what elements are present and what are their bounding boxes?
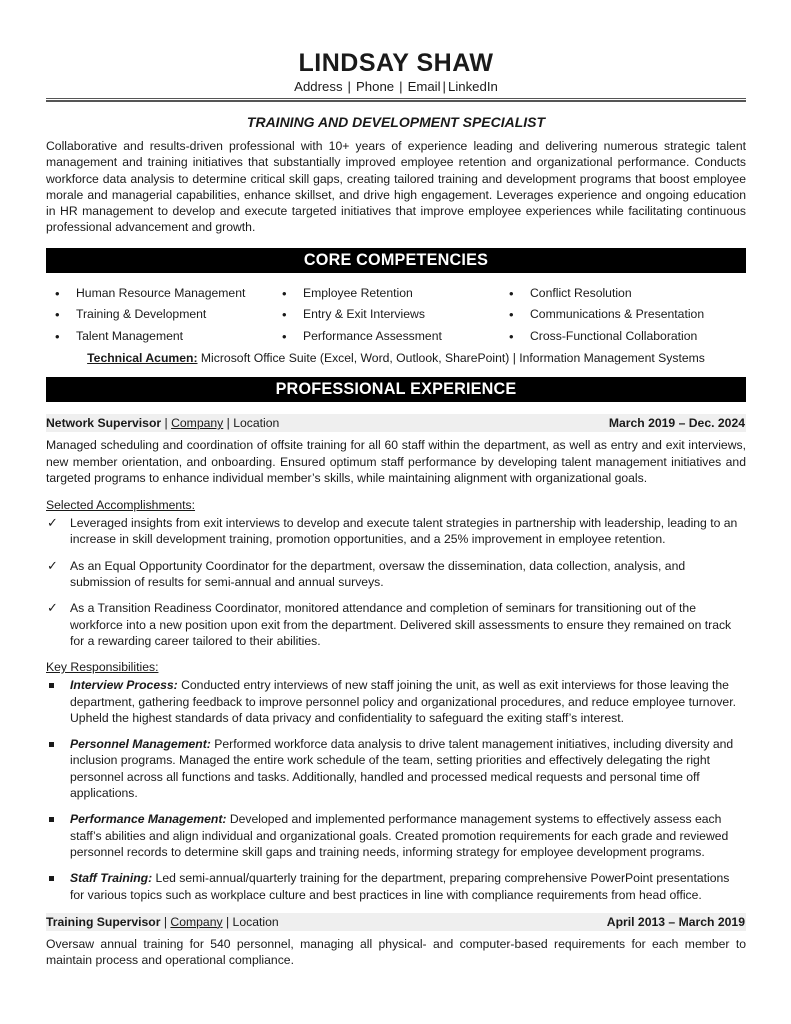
responsibility-item <box>46 870 746 903</box>
responsibility-item <box>46 811 746 860</box>
competencies-column <box>506 285 746 350</box>
job-dates: April 2013 – March 2019 <box>606 914 745 929</box>
contact-phone: Phone <box>355 79 395 94</box>
contact-separator: | <box>442 79 446 94</box>
candidate-name: LINDSAY SHAW <box>298 49 494 77</box>
core-competencies-heading: CORE COMPETENCIES <box>46 248 746 273</box>
square-bullet-icon <box>49 742 54 747</box>
job-header-left <box>46 913 279 931</box>
resume-page <box>46 0 746 968</box>
square-bullet-icon <box>49 876 54 881</box>
responsibility-lead: Interview Process: <box>70 678 178 693</box>
job-header-left <box>46 414 279 432</box>
responsibility-text: Performed workforce data analysis to drive talent management initiatives, including diversity and inclusion programs. Managed the entire work schedule of the team, setting priorities and effectively delegating the right personnel across all functions and tasks. Additionally, handled and processed medical requests and personal time off applications. <box>70 737 734 801</box>
competency-item: • Human Resource Management <box>52 285 279 307</box>
contact-line <box>46 79 746 95</box>
competency-item: • Training & Development <box>52 306 279 328</box>
job-separator: | <box>223 416 234 431</box>
contact-separator: | <box>399 79 403 94</box>
contact-address: Address <box>294 79 343 94</box>
accomplishment-item <box>46 515 746 548</box>
accomplishment-item <box>46 558 746 591</box>
competency-item: • Cross-Functional Collaboration <box>506 328 746 350</box>
target-job-title: TRAINING AND DEVELOPMENT SPECIALIST <box>246 114 546 130</box>
responsibilities-list <box>46 677 746 903</box>
competency-item: • Conflict Resolution <box>506 285 746 307</box>
accomplishment-text: Leveraged insights from exit interviews to develop and execute talent strategies in partnership with leadership, leading to an increase in skill development training, promotion opportunities, and a 25% improvement in employee retention. <box>70 516 738 547</box>
job-company: Company <box>171 416 224 431</box>
square-bullet-icon <box>49 817 54 822</box>
accomplishment-text: As an Equal Opportunity Coordinator for the department, oversaw the dissemination, data collection, analysis, and submission of results for semi-annual and annual surveys. <box>70 558 686 590</box>
responsibility-item <box>46 677 746 726</box>
contact-linkedin: LinkedIn <box>447 79 498 94</box>
technical-acumen-value: Microsoft Office Suite (Excel, Word, Outlook, SharePoint) | Information Management Systems <box>197 351 705 366</box>
job-separator: | <box>164 416 172 431</box>
job-location: Location <box>233 416 280 431</box>
competency-item: • Performance Assessment <box>279 328 506 350</box>
job-role: Training Supervisor <box>46 914 161 929</box>
job-header <box>46 913 746 931</box>
responsibility-lead: Personnel Management: <box>70 737 211 752</box>
professional-experience-heading: PROFESSIONAL EXPERIENCE <box>46 377 746 402</box>
job-company: Company <box>170 914 223 929</box>
checkmark-icon: ✓ <box>47 515 58 531</box>
header-rule-thin <box>46 98 746 99</box>
competency-item: • Entry & Exit Interviews <box>279 306 506 328</box>
checkmark-icon: ✓ <box>47 600 58 616</box>
competencies-column <box>279 285 506 350</box>
competencies-column <box>52 285 279 350</box>
competencies-grid <box>46 285 746 350</box>
responsibility-text: Developed and implemented performance management systems to effectively assess each staff’s abilities and align individual and organizational goals. Created promotion requirements for each grade and reviewed personnel records to determine skill gaps and training needs, informing strategy for employee development programs. <box>70 812 729 859</box>
technical-acumen <box>46 350 746 367</box>
responsibility-text: Conducted entry interviews of new staff joining the unit, as well as exit interviews for those leaving the department, gathering feedback to improve personnel policy and organizational procedures, and reduce employee turnover. Upheld the highest standards of data privacy and confidentiality to safeguard the exiting staff’s interest. <box>70 678 736 725</box>
responsibility-lead: Staff Training: <box>70 871 153 886</box>
job-separator: | <box>163 914 171 929</box>
header-rule-thick <box>46 100 746 102</box>
contact-separator: | <box>347 79 351 94</box>
contact-email: Email <box>407 79 441 94</box>
job-description: Oversaw annual training for 540 personnel, managing all physical- and computer-based requirements for each member to maintain process and operational compliance. <box>46 936 746 968</box>
competency-item: • Communications & Presentation <box>506 306 746 328</box>
accomplishment-item <box>46 600 746 649</box>
job-role: Network Supervisor <box>46 416 162 431</box>
competency-item: • Talent Management <box>52 328 279 350</box>
responsibilities-heading: Key Responsibilities: <box>46 660 159 675</box>
job-separator: | <box>222 914 233 929</box>
technical-acumen-label: Technical Acumen: <box>87 351 198 366</box>
responsibility-item <box>46 736 746 801</box>
job-dates: March 2019 – Dec. 2024 <box>608 416 745 431</box>
accomplishment-text: As a Transition Readiness Coordinator, monitored attendance and completion of seminars for transitioning out of the workforce into a new position upon exit from the department. Delivered skill assessments to ensure they remained on track for a rewarding career tailored to their abilities. <box>70 601 732 648</box>
competency-item: • Employee Retention <box>279 285 506 307</box>
responsibility-text: Led semi-annual/quarterly training for the department, preparing comprehensive PowerPoint presentations for various topics such as workplace culture and best practices in line with compliance requirements from head office. <box>70 871 730 902</box>
square-bullet-icon <box>49 683 54 688</box>
accomplishments-heading: Selected Accomplishments: <box>46 498 196 513</box>
summary-paragraph: Collaborative and results-driven professional with 10+ years of experience leading and delivering numerous strategic talent management and training initiatives that substantially improved employee retention and organizational performance. Conducts workforce data analysis to determine critical skill gaps, creating tailored training and development programs that boost employee morale and managerial capabilities, enhance skillset, and drive high engagement. Leverages experience and ongoing education in HR management to develop and execute targeted initiatives that improve employee experiences while facilitating continuous professional advancement and growth. <box>46 139 746 235</box>
job-location: Location <box>232 914 279 929</box>
job-description: Managed scheduling and coordination of offsite training for all 60 staff within the department, as well as entry and exit interviews, new member orientation, and onboarding. Ensured optimum staff performance by developing talent management initiatives and targeted programs to enhance individual member’s skills, while maintaining alignment with organizational goals. <box>46 438 746 485</box>
responsibility-lead: Performance Management: <box>70 812 227 827</box>
job-header <box>46 414 746 432</box>
accomplishments-list <box>46 515 746 649</box>
checkmark-icon: ✓ <box>47 557 58 573</box>
